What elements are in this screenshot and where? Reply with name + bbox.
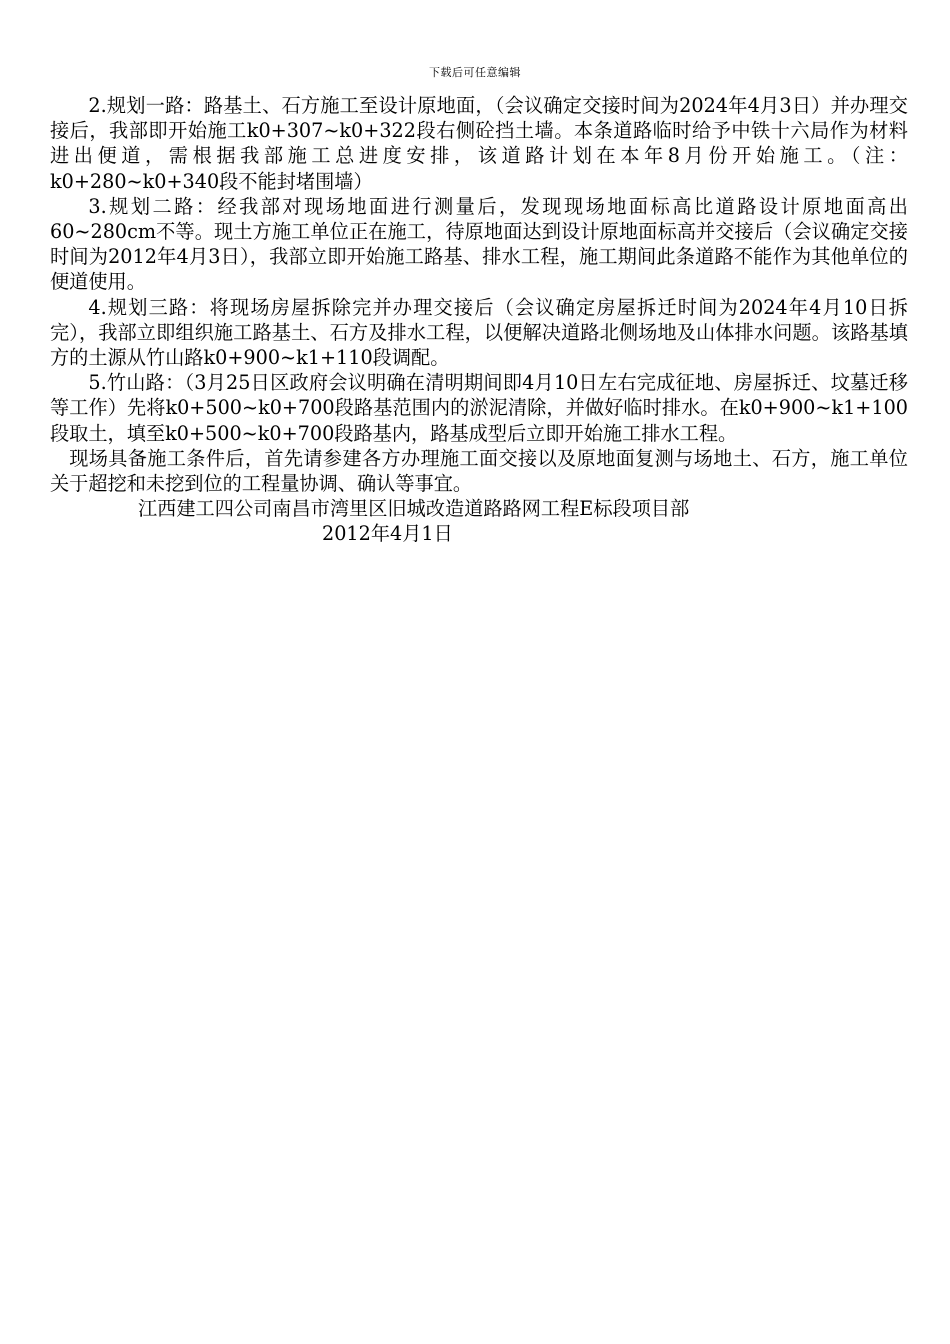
paragraph-route-3: 4.规划三路：将现场房屋拆除完并办理交接后（会议确定房屋拆迁时间为2024年4月10日拆完），我部立即组织施工路基土、石方及排水工程，以便解决道路北侧场地及山体排水问题。该路基填方的土源从竹山路k0+900~k1+110段调配。 (50, 295, 908, 370)
signature-organization: 江西建工四公司南昌市湾里区旧城改造道路路网工程E标段项目部 (138, 497, 690, 521)
document-body (50, 93, 908, 547)
paragraph-route-1: 2.规划一路：路基土、石方施工至设计原地面，（会议确定交接时间为2024年4月3日）并办理交接后，我部即开始施工k0+307~k0+322段右侧砼挡土墙。本条道路临时给予中铁十六局作为材料进出便道，需根据我部施工总进度安排，该道路计划在本年8月份开始施工。（注：k0+280~k0+340段不能封堵围墙） (50, 94, 908, 193)
paragraph-route-2: 3.规划二路：经我部对现场地面进行测量后，发现现场地面标高比道路设计原地面高出60~280cm不等。现土方施工单位正在施工，待原地面达到设计原地面标高并交接后（会议确定交接时间为2012年4月3日），我部立即开始施工路基、排水工程，施工期间此条道路不能作为其他单位的便道使用。 (50, 194, 908, 294)
paragraph-conditions: 现场具备施工条件后，首先请参建各方办理施工面交接以及原地面复测与场地土、石方，施工单位关于超挖和未挖到位的工程量协调、确认等事宜。 (50, 446, 908, 496)
signature-date: 2012年4月1日 (322, 522, 453, 546)
header-note: 下载后可任意编辑 (429, 66, 521, 79)
paragraph-zhushan-road: 5.竹山路：（3月25日区政府会议明确在清明期间即4月10日左右完成征地、房屋拆迁、坟墓迁移等工作）先将k0+500~k0+700段路基范围内的淤泥清除，并做好临时排水。在k0+900~k1+100段取土，填至k0+500~k0+700段路基内，路基成型后立即开始施工排水工程。 (50, 371, 908, 445)
